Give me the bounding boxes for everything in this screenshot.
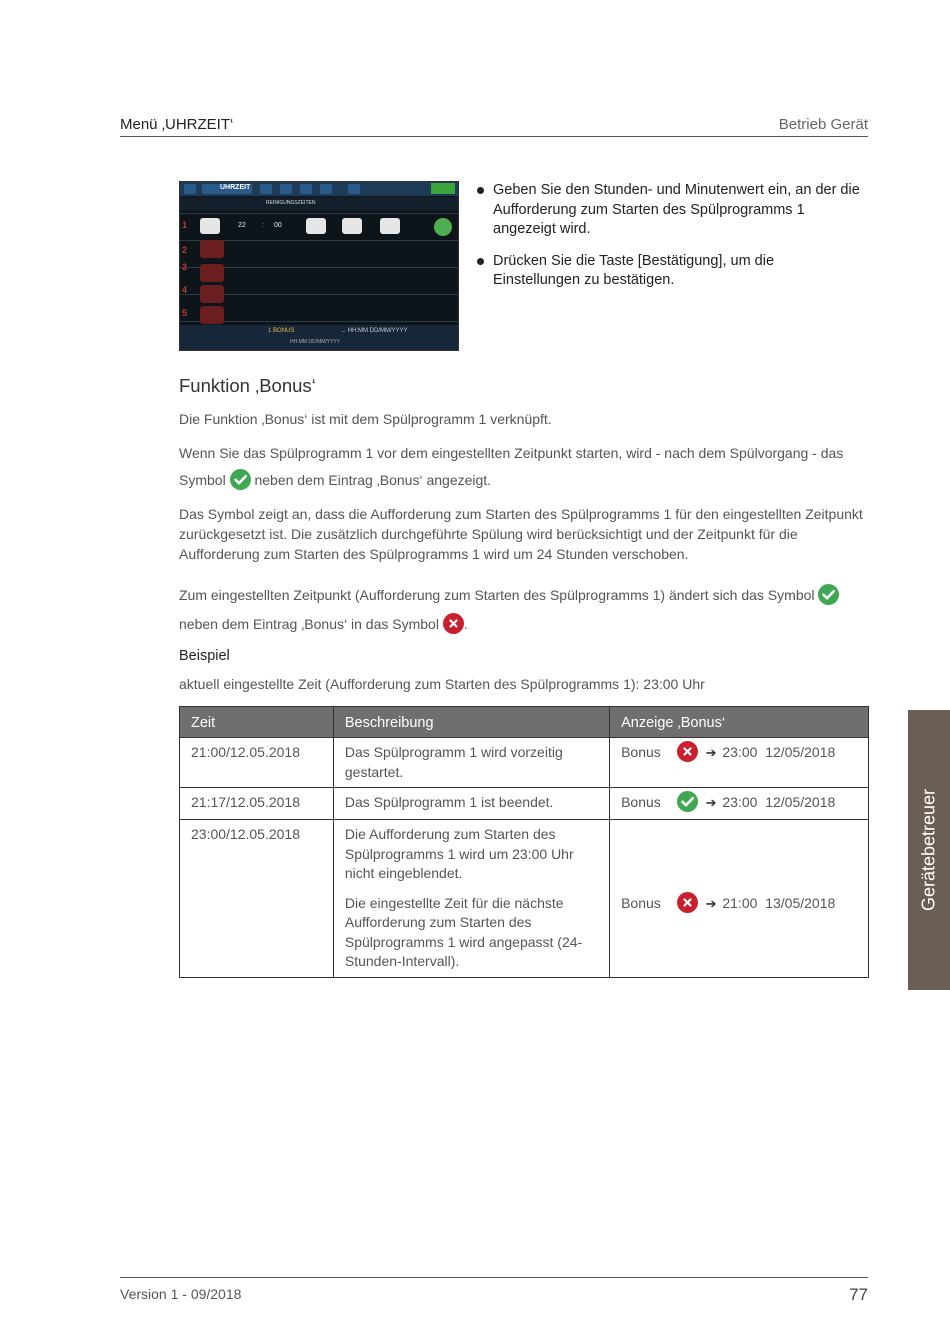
- screen-power-icon: [200, 264, 224, 282]
- screen-bottom-bar: [180, 325, 458, 350]
- screen-power-icon: [200, 240, 224, 258]
- description-text: Die Aufforderung zum Starten des Spülprogramms 1 wird um 23:00 Uhr nicht eingeblendet.: [344, 826, 574, 881]
- description-cell: [333, 820, 609, 978]
- chapter-side-tab: [908, 710, 950, 990]
- paragraph: Die Funktion ‚Bonus‘ ist mit dem Spülprogramm 1 verknüpft.: [179, 411, 552, 427]
- bonus-date: 13/05/2018: [765, 895, 836, 912]
- bonus-display-cell: [610, 820, 869, 978]
- screen-bonus-time: HH:MM DD/MM/YYYY: [347, 328, 408, 334]
- instruction-item: Drücken Sie die Taste [Bestätigung], um die Einstellungen zu bestätigen.: [475, 252, 860, 291]
- paragraph: Das Symbol zeigt an, dass die Aufforderung zum Starten des Spülprogramms 1 für den eingestellten Zeitpunkt zurückgesetzt ist. Die zusätzlich durchgeführte Spülung wird berücksichtigt und der Zeitpunkt für die Aufforderung zum Starten des Spülprogramms 1 wird um 24 Stunden verschoben.: [179, 506, 863, 562]
- time-cell: 21:17/12.05.2018: [180, 788, 334, 820]
- paragraph-text: .: [463, 615, 468, 632]
- screen-confirm-icon: [434, 218, 452, 236]
- time-cell: 23:00/12.05.2018: [180, 820, 334, 978]
- page-number: 77: [849, 1285, 868, 1304]
- wrench-icon: [431, 183, 455, 194]
- bonus-display-cell: [610, 738, 869, 788]
- header-section-title: Menü ‚UHRZEIT‘: [120, 116, 234, 133]
- description-cell: Das Spülprogramm 1 ist beendet.: [333, 788, 609, 820]
- table-row: [180, 738, 869, 788]
- bonus-label: Bonus: [621, 744, 661, 761]
- screen-row-number: 3: [182, 262, 188, 272]
- arrow-right-icon: ➔: [705, 795, 717, 811]
- table-row: [180, 788, 869, 820]
- check-icon: [818, 584, 839, 605]
- header-chapter: Betrieb Gerät: [778, 116, 868, 133]
- cross-icon: [677, 741, 698, 762]
- paragraph-line: Wenn Sie das Spülprogramm 1 vor dem eingestellten Zeitpunkt starten, wird - nach dem Spülvorgang - das: [179, 445, 844, 461]
- screen-hour-value: 22: [238, 222, 246, 229]
- bonus-time: 21:00: [722, 895, 758, 912]
- cross-icon: [443, 613, 464, 634]
- footer-version: Version 1 - 09/2018: [120, 1286, 242, 1302]
- screen-power-icon: [200, 306, 224, 324]
- paragraph-text: Zum eingestellten Zeitpunkt (Aufforderung zum Starten des Spülprogramms 1) ändert sich das Symbol: [179, 587, 815, 603]
- check-icon: [677, 791, 698, 812]
- screen-bottom-text: HH:MM DD/MM/YYYY: [290, 339, 340, 345]
- chapter-side-tab-label: Gerätebetreuer: [918, 788, 939, 912]
- arrow-right-icon: ➔: [705, 745, 717, 761]
- screen-tablet-icon: [306, 218, 326, 234]
- screen-minute-value: 00: [274, 222, 282, 229]
- screen-row-number: 5: [182, 308, 188, 318]
- bonus-label: Bonus: [621, 895, 661, 912]
- screen-bottle-icon: [342, 218, 362, 234]
- bonus-time: 23:00: [722, 794, 758, 811]
- bonus-display-cell: [610, 788, 869, 820]
- table-row: [180, 820, 869, 978]
- example-text: aktuell eingestellte Zeit (Aufforderung zum Starten des Spülprogramms 1): 23:00 Uhr: [179, 676, 705, 692]
- paragraph-text: neben dem Eintrag ‚Bonus‘ in das Symbol: [179, 615, 439, 632]
- paragraph-text: neben dem Eintrag ‚Bonus‘ angezeigt.: [254, 472, 492, 488]
- screen-subtitle: REINIGUNGSZEITEN: [266, 200, 316, 206]
- arrow-right-icon: ➔: [705, 896, 717, 912]
- table-header-row: [180, 707, 869, 738]
- instruction-item: Geben Sie den Stunden- und Minutenwert ein, an der die Aufforderung zum Starten des Spülprogramms 1 angezeigt wird.: [475, 181, 860, 240]
- screen-power-icon: [200, 285, 224, 303]
- cross-icon: [677, 892, 698, 913]
- screen-row-number: 1: [182, 220, 188, 230]
- paragraph-text: Symbol: [179, 472, 226, 488]
- bonus-time: 23:00: [722, 744, 758, 761]
- table-header-cell: Anzeige ‚Bonus‘: [610, 707, 869, 738]
- example-title: Beispiel: [179, 648, 230, 664]
- table-header-cell: Beschreibung: [333, 707, 609, 738]
- device-screenshot: UHRZEIT REINIGUNGSZEITEN 1 2 3 4 5 22 : 00 1 BONUS → HH:MM DD/MM/YYYY HH:MM DD/MM/YYYY: [179, 181, 459, 351]
- bonus-label: Bonus: [621, 794, 661, 811]
- instruction-list: [475, 181, 860, 303]
- description-cell: Das Spülprogramm 1 wird vorzeitig gestartet.: [333, 738, 609, 788]
- screen-subtab-bar: [180, 197, 458, 211]
- bonus-date: 12/05/2018: [765, 744, 836, 761]
- footer-divider: [120, 1277, 868, 1278]
- paragraph: [179, 443, 869, 492]
- table-header-cell: Zeit: [180, 707, 334, 738]
- screen-pill-icon: [380, 218, 400, 234]
- bonus-example-table: [179, 706, 869, 978]
- section-title: Funktion ‚Bonus‘: [179, 375, 316, 396]
- description-text: Die eingestellte Zeit für die nächste Aufforderung zum Starten des Spülprogramms 1 wird angepasst (24-Stunden-Intervall).: [344, 894, 583, 969]
- screen-bonus-label: 1 BONUS: [268, 328, 295, 334]
- paragraph: [179, 585, 869, 636]
- bonus-date: 12/05/2018: [765, 794, 836, 811]
- header-divider: [120, 136, 868, 137]
- screen-row-number: 2: [182, 245, 188, 255]
- screen-glass-icon: [200, 218, 220, 234]
- check-icon: [230, 469, 251, 490]
- screen-row-number: 4: [182, 285, 188, 295]
- time-cell: 21:00/12.05.2018: [180, 738, 334, 788]
- screen-title: UHRZEIT: [220, 184, 251, 191]
